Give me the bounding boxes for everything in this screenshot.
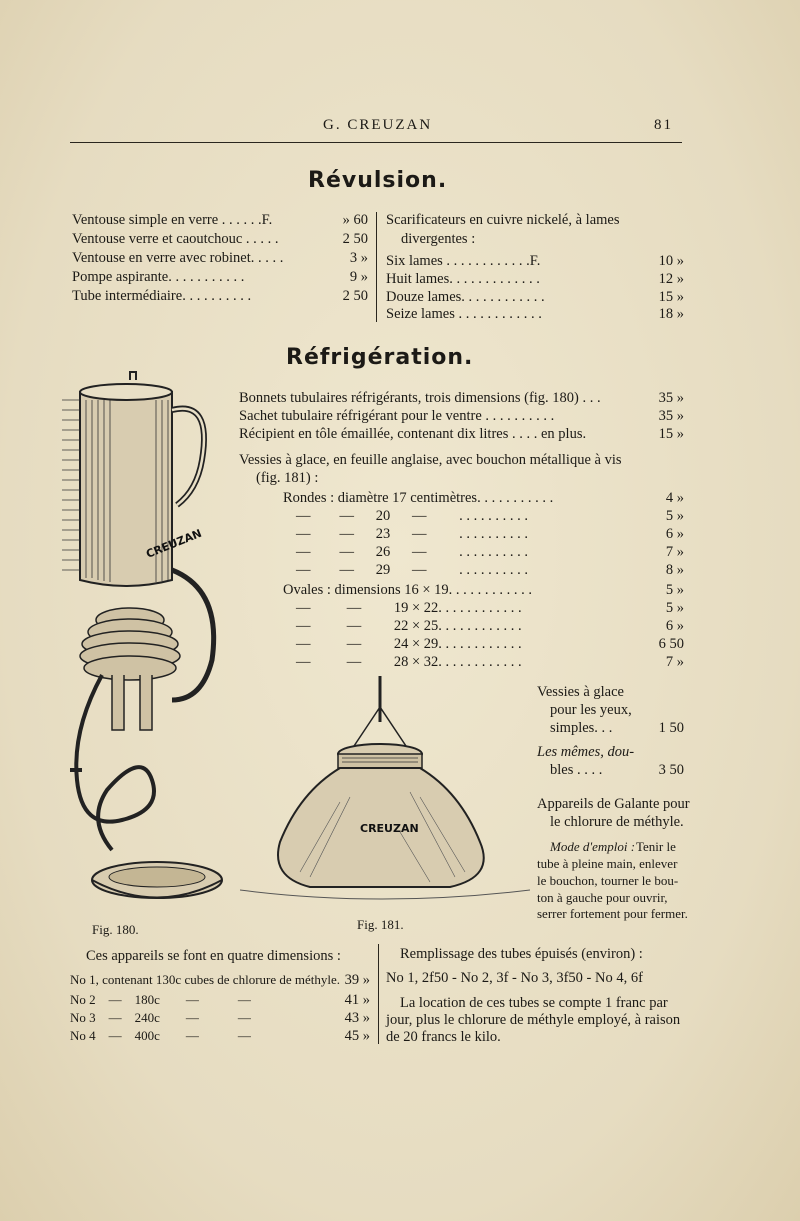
price: 10 » (658, 253, 684, 269)
column-divider (376, 212, 377, 322)
section-title-refrigeration: Réfrigération. (286, 345, 474, 370)
list-item: Ventouse simple en verre . . . . . .F. (72, 212, 273, 228)
subheading: divergentes : (401, 231, 476, 247)
price: 6 » (665, 526, 684, 542)
price: 15 » (658, 426, 684, 442)
section-title-revulsion: Révulsion. (308, 168, 448, 193)
price: 1 50 (658, 720, 684, 736)
price: 3 » (349, 250, 368, 266)
fig-180-illustration (52, 370, 232, 915)
running-header-author: G. CREUZAN (323, 117, 433, 133)
column-divider (378, 944, 379, 1044)
list-item: Ventouse verre et caoutchouc . . . . . (72, 231, 279, 247)
list-item: No 3 — 240c — — (70, 1010, 251, 1025)
price: 5 » (665, 508, 684, 524)
paragraph-line: Appareils de Galante pour (537, 796, 690, 812)
mode-label: Mode d'emploi : (550, 839, 636, 854)
brand-label: CREUZAN (144, 526, 204, 561)
paragraph-line: tube à pleine main, enlever (537, 856, 678, 871)
price: 7 » (665, 544, 684, 560)
list-item: Pompe aspirante. . . . . . . . . . . (72, 269, 245, 285)
price: 8 » (665, 562, 684, 578)
price: 5 » (665, 582, 684, 598)
price: 15 » (658, 289, 684, 305)
paragraph-line: La location de ces tubes se compte 1 franc par (400, 995, 668, 1011)
figure-caption: Fig. 180. (92, 922, 139, 937)
paragraph-line: pour les yeux, (550, 702, 632, 718)
paragraph-line: bles . . . . (550, 762, 603, 778)
list-item: — — 19 × 22. . . . . . . . . . . . (296, 600, 522, 616)
page-number: 81 (654, 117, 673, 133)
price: 39 » (344, 972, 370, 988)
list-item: Douze lames. . . . . . . . . . . . (386, 289, 545, 305)
brand-label: CREUZAN (360, 822, 419, 835)
price: » 60 (342, 212, 368, 228)
list-item: — — 24 × 29. . . . . . . . . . . . (296, 636, 522, 652)
paragraph-line: jour, plus le chlorure de méthyle employé, à raison (386, 1012, 681, 1028)
list-item: Huit lames. . . . . . . . . . . . . (386, 271, 540, 287)
paragraph-line: Les mêmes, dou- (537, 744, 635, 760)
list-item: No 2 — 180c — — (70, 992, 251, 1007)
price: 2 50 (342, 231, 368, 247)
price: 9 » (349, 269, 368, 285)
price: 18 » (658, 306, 684, 322)
list-item: Ventouse en verre avec robinet. . . . . (72, 250, 284, 266)
paragraph-line: Remplissage des tubes épuisés (environ) : (400, 946, 643, 962)
paragraph-line: Vessies à glace (537, 684, 624, 700)
price: 41 » (344, 992, 370, 1008)
paragraph-line: No 1, 2f50 - No 2, 3f - No 3, 3f50 - No 4, 6f (386, 970, 643, 986)
figure-caption: Fig. 181. (357, 917, 404, 932)
list-item: Six lames . . . . . . . . . . . .F. (386, 253, 541, 269)
price: 6 50 (658, 636, 684, 652)
list-item: Sachet tubulaire réfrigérant pour le ventre . . . . . . . . . . (239, 408, 555, 424)
paragraph-line: ton à gauche pour ouvrir, (537, 890, 668, 905)
paragraph-line: simples. . . (550, 720, 613, 736)
list-item: — — 20 — . . . . . . . . . . (296, 508, 528, 524)
list-item: Récipient en tôle émaillée, contenant dix litres . . . . en plus. (239, 426, 587, 442)
list-item: — — 28 × 32. . . . . . . . . . . . (296, 654, 522, 670)
list-item: — — 29 — . . . . . . . . . . (296, 562, 528, 578)
list-item: Seize lames . . . . . . . . . . . . (386, 306, 542, 322)
price: 6 » (665, 618, 684, 634)
price: 3 50 (658, 762, 684, 778)
price: 35 » (658, 390, 684, 406)
paragraph-line: le chlorure de méthyle. (550, 814, 684, 830)
price: 5 » (665, 600, 684, 616)
list-item: No 4 — 400c — — (70, 1028, 251, 1043)
price: 2 50 (342, 288, 368, 304)
list-item: Ovales : dimensions 16 × 19. . . . . . . . . . . . (283, 582, 533, 598)
list-item: Bonnets tubulaires réfrigérants, trois dimensions (fig. 180) . . . (239, 390, 601, 406)
paragraph-line: de 20 francs le kilo. (386, 1029, 501, 1045)
list-item: — — 22 × 25. . . . . . . . . . . . (296, 618, 522, 634)
price: 45 » (344, 1028, 370, 1044)
subheading: Scarificateurs en cuivre nickelé, à lames (386, 212, 620, 228)
price: 43 » (344, 1010, 370, 1026)
paragraph-line: Ces appareils se font en quatre dimensions : (86, 948, 341, 964)
list-item: No 1, contenant 130c cubes de chlorure de méthyle. (70, 972, 341, 987)
list-item: Tube intermédiaire. . . . . . . . . . (72, 288, 252, 304)
price: 7 » (665, 654, 684, 670)
paragraph-line: le bouchon, tourner le bou- (537, 873, 679, 888)
list-item: — — 23 — . . . . . . . . . . (296, 526, 528, 542)
paragraph-line: serrer fortement pour fermer. (537, 906, 688, 921)
header-rule (70, 142, 682, 143)
price: 12 » (658, 271, 684, 287)
paragraph-line: Vessies à glace, en feuille anglaise, avec bouchon métallique à vis (239, 452, 622, 468)
paragraph-line: Tenir le (636, 839, 676, 854)
paragraph-line: (fig. 181) : (256, 470, 319, 486)
list-item: — — 26 — . . . . . . . . . . (296, 544, 528, 560)
fig-181-illustration (240, 672, 530, 912)
list-item: Rondes : diamètre 17 centimètres. . . . . . . . . . . (283, 490, 554, 506)
price: 35 » (658, 408, 684, 424)
price: 4 » (665, 490, 684, 506)
